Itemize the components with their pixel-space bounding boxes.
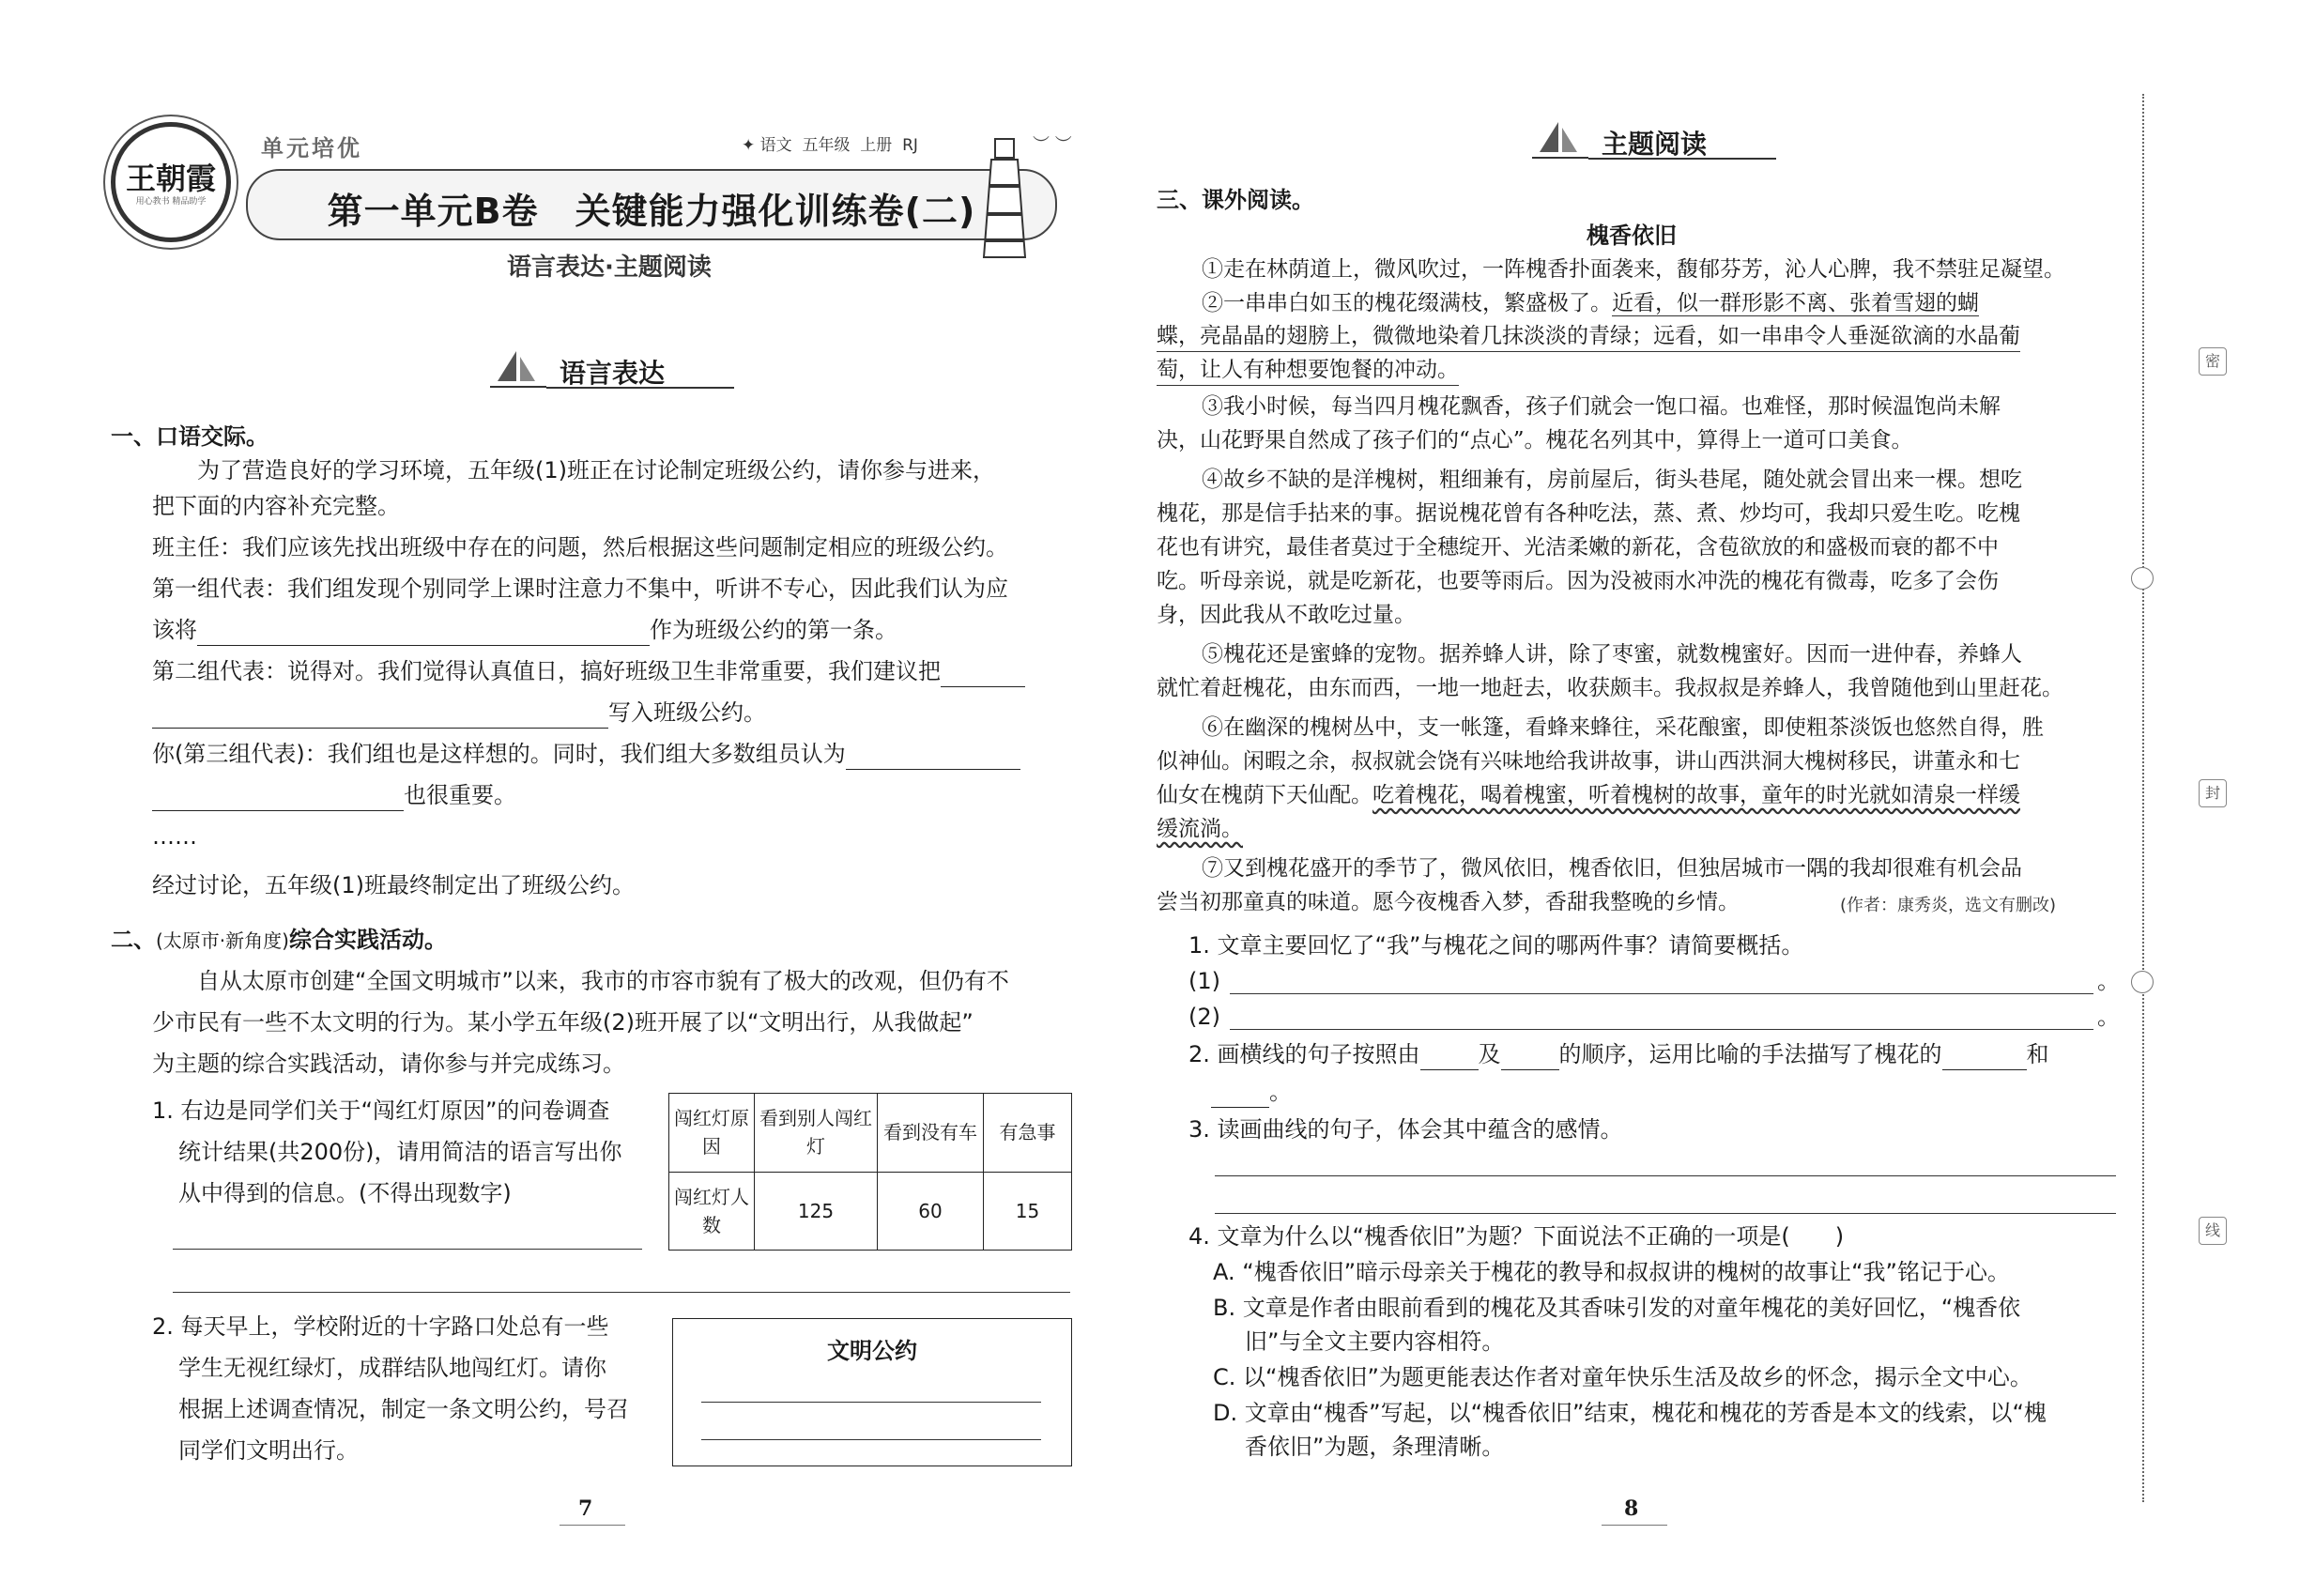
page-footer-ornament: [560, 1525, 625, 1526]
question-1-answer1-label: (1): [1188, 968, 1220, 994]
header-meta: [742, 131, 918, 155]
page-number-right: 8: [1624, 1496, 1639, 1521]
seagull-icon: ︶ ︶: [1033, 135, 1072, 155]
q1-group2-line1: 第二组代表：说得对。我们觉得认真值日，搞好班级卫生非常重要，我们建议把: [152, 655, 1025, 687]
para-7-line1: ⑦又到槐花盛开的季节了，微风依旧，槐香依旧，但独居城市一隅的我却很难有机会品: [1202, 856, 2022, 881]
option-d-line1[interactable]: D. 文章由“槐香”写起，以“槐香依旧”结束，槐花和槐花的芳香是本文的线索，以“槐: [1213, 1400, 2047, 1426]
table-cell: 15: [984, 1172, 1072, 1251]
logo-badge: [111, 122, 231, 242]
answer-line-sub1a[interactable]: [173, 1249, 642, 1250]
title-banner: [246, 169, 1057, 240]
q1-group3-line2: 也很重要。: [152, 779, 516, 811]
answer-line-q3b[interactable]: [1215, 1213, 2116, 1214]
option-b-line2: 旧”与全文主要内容相符。: [1245, 1328, 1505, 1355]
civility-pact-box: [672, 1318, 1072, 1466]
para-4-line3: 花也有讲究，最佳者莫过于全穗绽开、光洁柔嫩的新花，含苞欲放的和盛极而衰的都不中: [1157, 535, 1999, 560]
option-b-line1[interactable]: B. 文章是作者由眼前看到的槐花及其香味引发的对童年槐花的美好回忆，“槐香依: [1213, 1295, 2021, 1321]
sparkle-icon: ✦: [742, 136, 756, 155]
article-title: 槐香依旧: [1587, 223, 1677, 249]
answer-blank-q2c[interactable]: [1942, 1045, 2027, 1070]
question-2-line1: 2. 画横线的句子按照由 及 的顺序，运用比喻的手法描写了槐花的 和: [1188, 1038, 2049, 1070]
q1-heading: 一、口语交际。: [111, 423, 268, 450]
para-2-line1: ②一串串白如玉的槐花缀满枝，繁盛极了。近看，似一群形影不离、张着雪翅的蝴: [1202, 291, 1979, 315]
answer-blank-group2a[interactable]: [941, 662, 1025, 687]
answer-line-pact2[interactable]: [701, 1439, 1041, 1440]
meta-edition: RJ: [902, 136, 918, 155]
para-1: ①走在林荫道上，微风吹过，一阵槐香扑面袭来，馥郁芬芳，沁人心脾，我不禁驻足凝望。: [1202, 257, 2065, 282]
answer-blank-group1[interactable]: [197, 621, 650, 646]
para-5-line1: ⑤槐花还是蜜蜂的宠物。据养蜂人讲，除了枣蜜，就数槐蜜好。因而一进仲春，养蜂人: [1202, 642, 2022, 667]
answer-blank-q2b[interactable]: [1501, 1045, 1559, 1070]
option-d-line2: 香依旧”为题，条理清晰。: [1245, 1434, 1505, 1460]
q1-group2-line2: 写入班级公约。: [152, 697, 766, 729]
para-4-line4: 吃。听母亲说，就是吃新花，也要等雨后。因为没被雨水冲洗的槐花有微毒，吃多了会伤: [1157, 569, 1999, 593]
margin-ornament: [2131, 971, 2154, 993]
meta-volume: 上册: [860, 136, 893, 155]
answer-line-sub1b[interactable]: [173, 1292, 1070, 1293]
q1-ellipsis: ……: [152, 823, 197, 850]
margin-char-mi: 密: [2199, 347, 2227, 376]
q2-sub2-line1: 2. 每天早上，学校附近的十字路口处总有一些: [152, 1313, 609, 1340]
table-row: [669, 1172, 1072, 1251]
table-cell: 闯红灯原因: [669, 1094, 755, 1173]
q1-intro-line2: 把下面的内容补充完整。: [152, 493, 400, 519]
q1-teacher-line: 班主任：我们应该先找出班级中存在的问题，然后根据这些问题制定相应的班级公约。: [152, 534, 1008, 560]
answer-blank-q2a[interactable]: [1420, 1045, 1479, 1070]
para-4-line1: ④故乡不缺的是洋槐树，粗细兼有，房前屋后，街头巷尾，随处就会冒出来一棵。想吃: [1202, 468, 2022, 492]
para-3-line2: 决，山花野果自然成了孩子们的“点心”。槐花名列其中，算得上一道可口美食。: [1157, 428, 1913, 453]
section-title: 主题阅读: [1602, 129, 1708, 160]
q1-intro-line1: 为了营造良好的学习环境，五年级(1)班正在讨论制定班级公约，请你参与进来，: [197, 457, 995, 483]
civility-pact-title: 文明公约: [827, 1338, 917, 1364]
q2-sub2-line3: 根据上述调查情况，制定一条文明公约，号召: [178, 1396, 629, 1422]
sailboat-icon: [1532, 118, 1588, 165]
meta-subject: 语文: [759, 136, 792, 155]
table-row: [669, 1094, 1072, 1173]
para-6-line2: 似神仙。闲暇之余，叔叔就会饶有兴味地给我讲故事，讲山西洪洞大槐树移民，讲董永和七: [1157, 749, 2020, 774]
q2-tag: (太原市·新角度): [156, 929, 289, 952]
option-a[interactable]: A. “槐香依旧”暗示母亲关于槐花的教导和叔叔讲的槐树的故事让“我”铭记于心。: [1213, 1259, 2010, 1285]
page-footer-ornament: [1602, 1525, 1667, 1526]
q2-sub1-line1: 1. 右边是同学们关于“闯红灯原因”的问卷调查: [152, 1097, 610, 1124]
source-note: (作者：康秀炎，选文有删改): [1840, 896, 2057, 915]
question-1-answer2-end: 。: [2097, 1004, 2120, 1030]
para-7-line2: 尝当初那童真的味道。愿今夜槐香入梦，香甜我整晚的乡情。: [1157, 890, 1740, 914]
lighthouse-icon: [976, 130, 1033, 261]
q1-group1-line2: 该将 作为班级公约的第一条。: [152, 614, 897, 646]
underlined-sentence: 萄，让人有种想要饱餐的冲动。: [1157, 355, 1459, 386]
q1-group1-line1: 第一组代表：我们组发现个别同学上课时注意力不集中，听讲不专心，因此我们认为应: [152, 575, 1008, 602]
wavy-underlined-sentence: 吃着槐花，喝着槐蜜，听着槐树的故事，童年的时光就如清泉一样缓: [1372, 783, 2020, 807]
section-title: 语言表达: [560, 358, 666, 389]
section-header-reading: [1532, 118, 1776, 165]
answer-blank-group3a[interactable]: [846, 744, 1020, 770]
logo-text: 王朝霞: [125, 161, 216, 196]
table-cell: 看到别人闯红灯: [755, 1094, 878, 1173]
q2-sub1-line2: 统计结果(共200份)，请用简洁的语言写出你: [178, 1139, 622, 1165]
question-4: 4. 文章为什么以“槐香依旧”为题？下面说法不正确的一项是( ): [1188, 1223, 1845, 1250]
margin-ornament: [2131, 567, 2154, 590]
answer-line-pact1[interactable]: [701, 1402, 1041, 1403]
table-cell: 闯红灯人数: [669, 1172, 755, 1251]
table-cell: 60: [878, 1172, 984, 1251]
answer-blank-q2d[interactable]: [1211, 1082, 1269, 1108]
page-number-left: 7: [578, 1496, 593, 1521]
q2-intro-line1: 自从太原市创建“全国文明城市”以来，我市的市容市貌有了极大的改观，但仍有不: [197, 968, 1009, 994]
para-3-line1: ③我小时候，每当四月槐花飘香，孩子们就会一饱口福。也难怪，那时候温饱尚未解: [1202, 394, 2001, 419]
table-cell: 有急事: [984, 1094, 1072, 1173]
answer-line-q3a[interactable]: [1215, 1175, 2116, 1176]
table-cell: 125: [755, 1172, 878, 1251]
option-c[interactable]: C. 以“槐香依旧”为题更能表达作者对童年快乐生活及故乡的怀念，揭示全文中心。: [1213, 1364, 2032, 1390]
q2-sub2-line4: 同学们文明出行。: [178, 1437, 359, 1464]
sailboat-icon: [490, 347, 546, 394]
q2-sub1-line3: 从中得到的信息。(不得出现数字): [178, 1180, 512, 1206]
page-subtitle: 语言表达·主题阅读: [507, 253, 712, 282]
page-title: 第一单元B卷 关键能力强化训练卷(二): [327, 191, 976, 232]
q1-group3-line1: 你(第三组代表)：我们组也是这样想的。同时，我们组大多数组员认为: [152, 738, 1020, 770]
underlined-sentence: 近看，似一群形影不离、张着雪翅的蝴: [1612, 291, 1979, 315]
underlined-sentence: 蝶，亮晶晶的翅膀上，微微地染着几抹淡淡的青绿；远看，如一串串令人垂涎欲滴的水晶葡: [1157, 321, 2020, 352]
q2-intro-line3: 为主题的综合实践活动，请你参与并完成练习。: [152, 1051, 625, 1077]
answer-blank-group2b[interactable]: [152, 703, 608, 729]
survey-table: [668, 1093, 1072, 1251]
para-5-line2: 就忙着赶槐花，由东而西，一地一地赶去，收获颇丰。我叔叔是养蜂人，我曾随他到山里赶花。: [1157, 676, 2063, 700]
answer-line-q1b[interactable]: [1230, 1029, 2093, 1030]
meta-grade: 五年级: [802, 136, 851, 155]
table-cell: 看到没有车: [878, 1094, 984, 1173]
q1-conclusion: 经过讨论，五年级(1)班最终制定出了班级公约。: [152, 872, 635, 898]
question-1-answer1-end: 。: [2097, 968, 2120, 994]
wavy-underlined-sentence: 缓流淌。: [1157, 817, 1243, 841]
margin-char-xian: 线: [2199, 1217, 2227, 1245]
answer-blank-group3b[interactable]: [152, 786, 404, 811]
question-1-answer2-label: (2): [1188, 1004, 1220, 1030]
answer-line-q1a[interactable]: [1230, 993, 2093, 994]
para-4-line5: 身，因此我从不敢吃过量。: [1157, 603, 1416, 627]
series-label: 单元培优: [261, 135, 362, 161]
q2-heading: 二、(太原市·新角度)综合实践活动。: [111, 927, 447, 953]
para-6-line3: 仙女在槐荫下天仙配。吃着槐花，喝着槐蜜，听着槐树的故事，童年的时光就如清泉一样缓: [1157, 783, 2020, 807]
para-4-line2: 槐花，那是信手拈来的事。据说槐花曾有各种吃法，蒸、煮、炒均可，我却只爱生吃。吃槐: [1157, 501, 2020, 526]
q3-heading: 三、课外阅读。: [1157, 187, 1314, 213]
margin-char-feng: 封: [2199, 779, 2227, 807]
binding-dashed-line: [2142, 94, 2144, 1502]
q2-sub2-line2: 学生无视红绿灯，成群结队地闯红灯。请你: [178, 1355, 606, 1381]
question-3: 3. 读画曲线的句子，体会其中蕴含的感情。: [1188, 1116, 1623, 1143]
section-header-language: [490, 347, 734, 394]
question-2-line2: 。: [1211, 1076, 1292, 1108]
logo-subtext: 用心教书 精品助学: [135, 197, 207, 207]
para-6-line1: ⑥在幽深的槐树丛中，支一帐篷，看蜂来蜂往，采花酿蜜，即使粗茶淡饭也悠然自得，胜: [1202, 715, 2044, 740]
question-1: 1. 文章主要回忆了“我”与槐花之间的哪两件事？请简要概括。: [1188, 932, 1804, 959]
q2-intro-line2: 少市民有一些不太文明的行为。某小学五年级(2)班开展了以“文明出行，从我做起”: [152, 1009, 974, 1036]
